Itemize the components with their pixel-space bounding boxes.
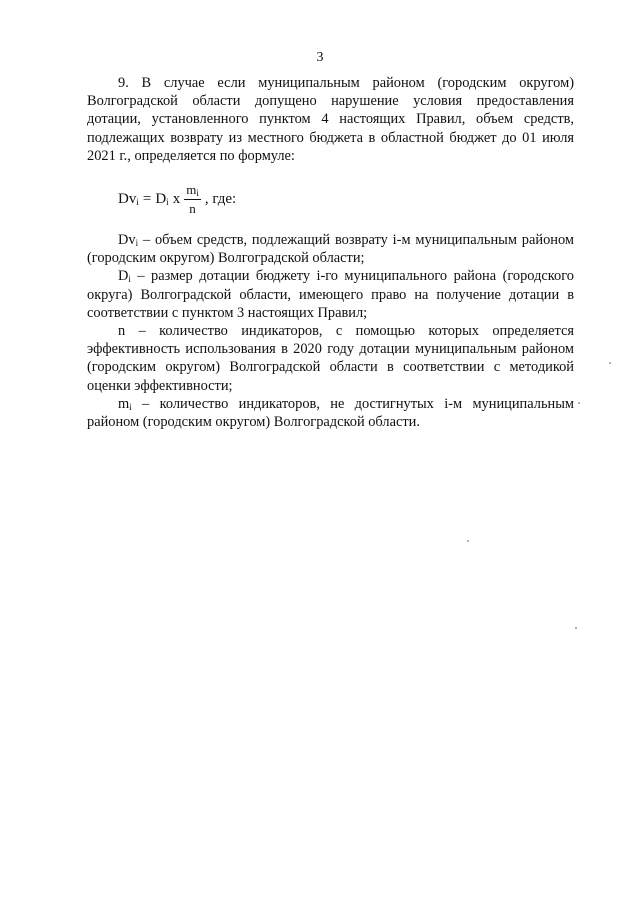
formula-times: x — [172, 190, 181, 207]
formula-d: $D_i$ — [155, 190, 169, 207]
scan-speck — [609, 362, 611, 364]
paragraph-9: 9. В случае если муниципальным районом (городским округом) Волгоградской области допущено нарушение условия предоставления дотации, установленного пунктом 4 настоящих Правил, объем средств, подлежащих возврату из местного бюджета в областной бюджет до 01 июля 2021 г., определяется по формуле: — [87, 75, 574, 164]
fraction-numerator: $m_i$ — [186, 181, 199, 198]
fraction-denominator: n — [189, 200, 196, 216]
scan-speck — [578, 402, 580, 404]
formula — [87, 179, 574, 219]
formula-fraction — [184, 183, 201, 216]
definition-dv: $Dv_i$ – объем средств, подлежащий возврату i-м муниципальным районом (городским округом) Волгоградской области; — [87, 232, 574, 267]
page-number: 3 — [316, 50, 324, 65]
definition-n: n – количество индикаторов, с помощью которых определяется эффективность использования в 2020 году дотации муниципальным районом (городским округом) Волгоградской области в соответствии с методикой оценки эффективности; — [87, 323, 574, 394]
formula-lhs: $Dv_i$ — [118, 190, 139, 207]
definition-m: $m_i$ – количество индикаторов, не достигнутых i-м муниципальным районом (городским округом) Волгоградской области. — [87, 395, 574, 431]
scan-speck — [467, 540, 469, 542]
scan-speck — [575, 627, 577, 629]
formula-tail: , где: — [204, 190, 237, 207]
definition-d: $D_i$ – размер дотации бюджету i-го муниципального района (городского округа) Волгоградской области, имеющего право на получение дотации в соответствии с пунктом 3 настоящих Правил; — [87, 268, 574, 321]
document-body — [87, 74, 574, 431]
formula-equals: = — [142, 190, 152, 207]
